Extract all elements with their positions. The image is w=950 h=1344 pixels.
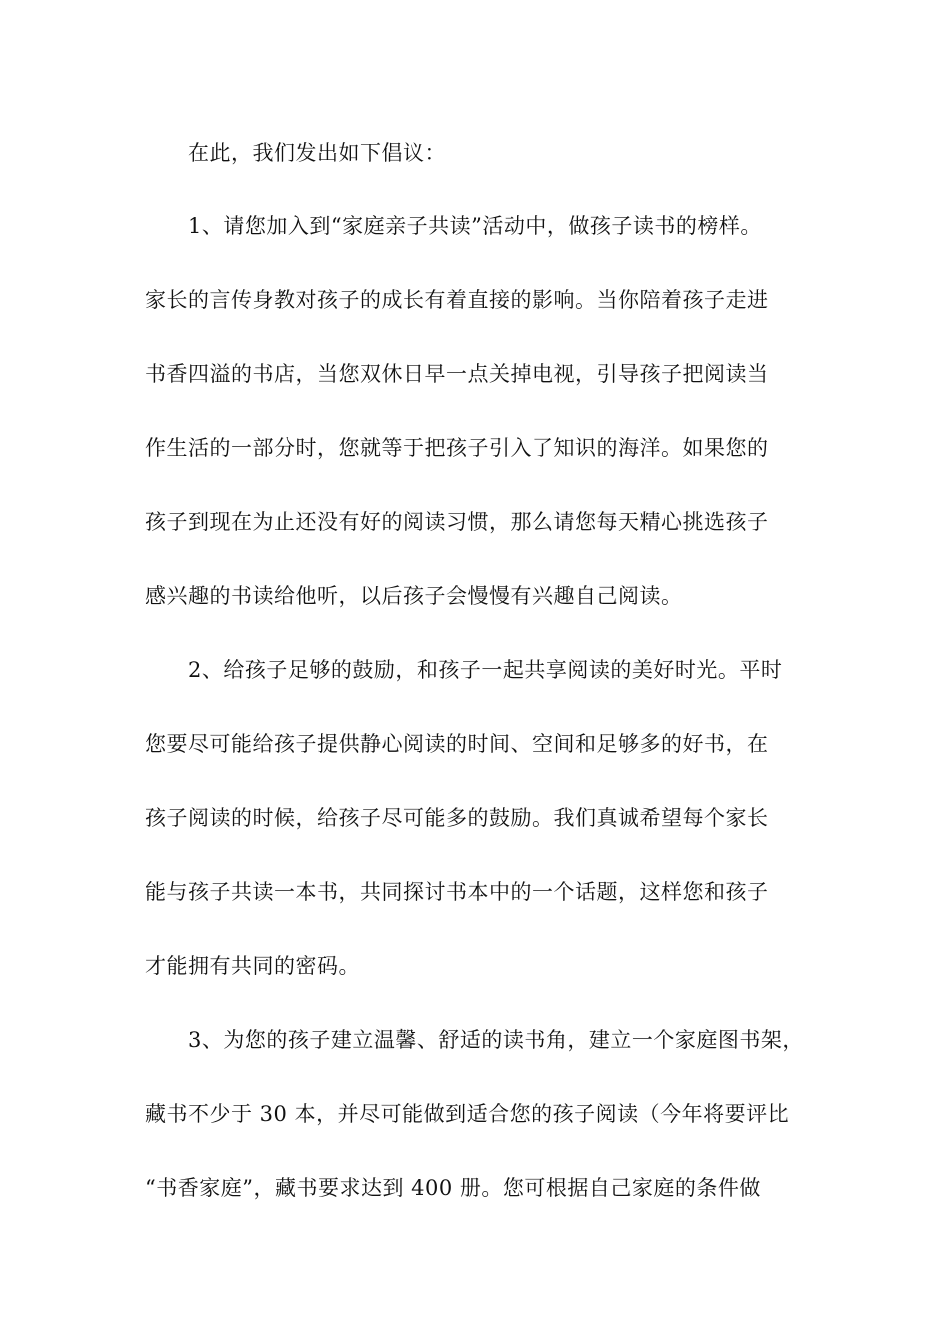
paragraph-intro: 在此，我们发出如下倡议： xyxy=(188,141,446,165)
paragraph-1-line-6: 感兴趣的书读给他听，以后孩子会慢慢有兴趣自己阅读。 xyxy=(145,584,683,608)
paragraph-2-line-3: 孩子阅读的时候，给孩子尽可能多的鼓励。我们真诚希望每个家长 xyxy=(145,806,769,830)
paragraph-2-line-4: 能与孩子共读一本书，共同探讨书本中的一个话题，这样您和孩子 xyxy=(145,880,769,904)
paragraph-1-line-5: 孩子到现在为止还没有好的阅读习惯，那么请您每天精心挑选孩子 xyxy=(145,510,769,534)
paragraph-1-line-1: 1、请您加入到“家庭亲子共读”活动中，做孩子读书的榜样。 xyxy=(188,214,762,238)
paragraph-3-line-3: “书香家庭”，藏书要求达到 400 册。您可根据自己家庭的条件做 xyxy=(145,1176,761,1200)
paragraph-1-line-3: 书香四溢的书店，当您双休日早一点关掉电视，引导孩子把阅读当 xyxy=(145,362,769,386)
paragraph-2-line-2: 您要尽可能给孩子提供静心阅读的时间、空间和足够多的好书，在 xyxy=(145,732,769,756)
paragraph-1-line-2: 家长的言传身教对孩子的成长有着直接的影响。当你陪着孩子走进 xyxy=(145,288,769,312)
paragraph-3-line-2: 藏书不少于 30 本，并尽可能做到适合您的孩子阅读（今年将要评比 xyxy=(145,1102,790,1126)
paragraph-2-line-1: 2、给孩子足够的鼓励，和孩子一起共享阅读的美好时光。平时 xyxy=(188,658,783,682)
paragraph-3-line-1: 3、为您的孩子建立温馨、舒适的读书角，建立一个家庭图书架， xyxy=(188,1028,804,1052)
paragraph-1-line-4: 作生活的一部分时，您就等于把孩子引入了知识的海洋。如果您的 xyxy=(145,436,769,460)
paragraph-2-line-5: 才能拥有共同的密码。 xyxy=(145,954,360,978)
